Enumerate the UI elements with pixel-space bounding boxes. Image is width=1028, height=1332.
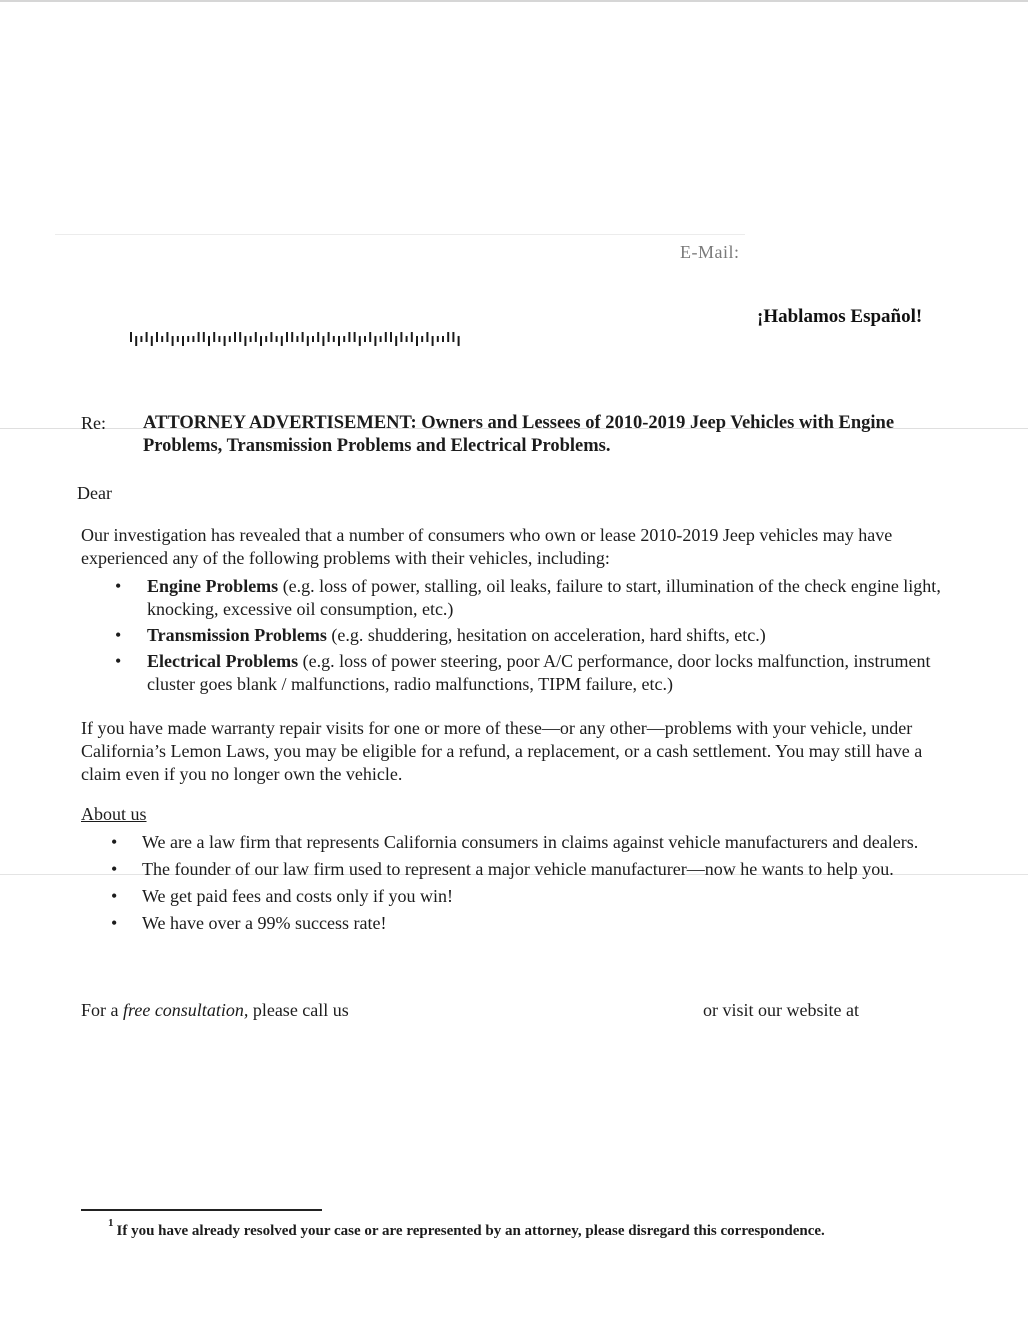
postal-barcode [128,332,468,346]
consultation-suffix: please call us [248,1000,349,1020]
barcode-bar [130,332,132,342]
barcode-bar [156,332,158,342]
list-item [105,857,945,881]
list-item [105,624,945,647]
barcode-bar [177,336,179,342]
barcode-bar [166,332,168,342]
problem-detail: (e.g. loss of power, stalling, oil leaks, failure to start, illumination of the check engine light, knocking, excessive oil consumption, etc.) [147,576,941,619]
barcode-bar [135,336,137,346]
barcode-bar [369,332,371,342]
list-item [105,911,945,935]
barcode-bar [203,332,205,342]
barcode-bar [447,332,449,342]
email-label: E-Mail: [680,242,740,262]
barcode-bar [276,336,278,342]
barcode-bar [411,332,413,342]
barcode-bar [364,336,366,342]
barcode-bar [312,336,314,342]
barcode-bar [291,332,293,342]
problem-title: Engine Problems [147,576,279,596]
about-list [105,830,945,938]
barcode-bar [239,332,241,342]
barcode-bar [286,332,288,342]
list-item [105,884,945,908]
list-item [105,650,945,696]
barcode-bar [442,336,444,342]
bullet: • [115,651,122,671]
footnote-rule [81,1209,322,1211]
barcode-bar [213,332,215,342]
bullet: • [111,886,118,906]
problem-detail: (e.g. loss of power steering, poor A/C performance, door locks malfunction, instrument cluster goes blank / malfunctions, radio malfunctions, TIPM failure, etc.) [147,651,931,694]
barcode-bar [328,332,330,342]
website-line: or visit our website at [703,1000,859,1020]
problem-detail: (e.g. shuddering, hesitation on acceleration, hard shifts, etc.) [326,625,766,645]
barcode-bar [452,332,454,342]
bullet: • [115,625,122,645]
subject-line: ATTORNEY ADVERTISEMENT: Owners and Lessees of 2010-2019 Jeep Vehicles with Engine Problems, Transmission Problems and Electrical Problems. [143,413,895,456]
about-item-text: We have over a 99% success rate! [142,913,387,933]
about-item-text: We get paid fees and costs only if you win! [142,886,453,906]
barcode-bar [437,336,439,342]
bullet: • [111,832,118,852]
barcode-bar [260,336,262,346]
intro-paragraph: Our investigation has revealed that a number of consumers who own or lease 2010-2019 Jeep vehicles may have experienced any of the following problems with their vehicles, including: [81,525,893,568]
barcode-bar [146,332,148,342]
barcode-bar [229,336,231,342]
salutation: Dear [77,483,112,503]
barcode-bar [395,336,397,346]
barcode-bar [281,336,283,346]
barcode-bar [187,336,189,342]
barcode-bar [400,332,402,342]
bullet: • [111,913,118,933]
barcode-bar [416,336,418,346]
bullet: • [111,859,118,879]
barcode-bar [198,332,200,342]
barcode-bar [421,336,423,342]
bullet: • [115,576,122,596]
barcode-bar [432,336,434,346]
barcode-bar [151,336,153,346]
spanish-language-note: ¡Hablamos Español! [757,306,923,327]
barcode-bar [307,336,309,346]
barcode-bar [426,332,428,342]
barcode-bar [270,332,272,342]
barcode-bar [338,336,340,346]
header-faint-rule [55,234,745,235]
problem-title: Transmission Problems [147,625,327,645]
barcode-bar [317,332,319,342]
barcode-bar [172,336,174,346]
list-item [105,830,945,854]
consultation-emphasis: free consultation, [123,1000,249,1020]
consultation-line [81,1000,349,1021]
footnote-text: If you have already resolved your case or are represented by an attorney, please disregard this correspondence. [116,1223,825,1239]
barcode-bar [255,332,257,342]
barcode-bar [208,336,210,346]
barcode-bar [380,336,382,342]
problem-title: Electrical Problems [147,651,299,671]
barcode-bar [234,332,236,342]
barcode-bar [224,336,226,346]
footnote-marker: 1 [108,1217,114,1229]
barcode-bar [374,336,376,346]
barcode-bar [322,336,324,346]
about-item-text: The founder of our law firm used to represent a major vehicle manufacturer—now he wants to help you. [142,859,894,879]
barcode-bar [244,336,246,346]
barcode-bar [406,336,408,342]
barcode-bar [348,332,350,342]
subject-label: Re: [81,413,106,433]
footnote [108,1217,825,1240]
barcode-bar [265,336,267,342]
barcode-bar [333,336,335,342]
barcode-bar [140,336,142,342]
about-us-heading: About us [81,804,147,824]
about-item-text: We are a law firm that represents California consumers in claims against vehicle manufacturers and dealers. [142,832,919,852]
barcode-bar [302,332,304,342]
barcode-bar [192,336,194,342]
list-item [105,575,945,621]
barcode-bar [458,336,460,346]
barcode-bar [182,336,184,346]
barcode-bar [354,332,356,342]
barcode-bar [390,332,392,342]
eligibility-paragraph: If you have made warranty repair visits for one or more of these—or any other—problems with your vehicle, under California’s Lemon Laws, you may be eligible for a refund, a replacement, or a cash settlement. You may still have a claim even if you no longer own the vehicle. [81,718,923,784]
barcode-bar [385,332,387,342]
top-edge-rule [0,0,1028,2]
problems-list [105,575,945,699]
barcode-bar [359,336,361,346]
consultation-prefix: For a [81,1000,123,1020]
barcode-bar [250,336,252,342]
barcode-bar [296,336,298,342]
barcode-bar [218,336,220,342]
barcode-bar [343,336,345,342]
barcode-bar [161,336,163,342]
